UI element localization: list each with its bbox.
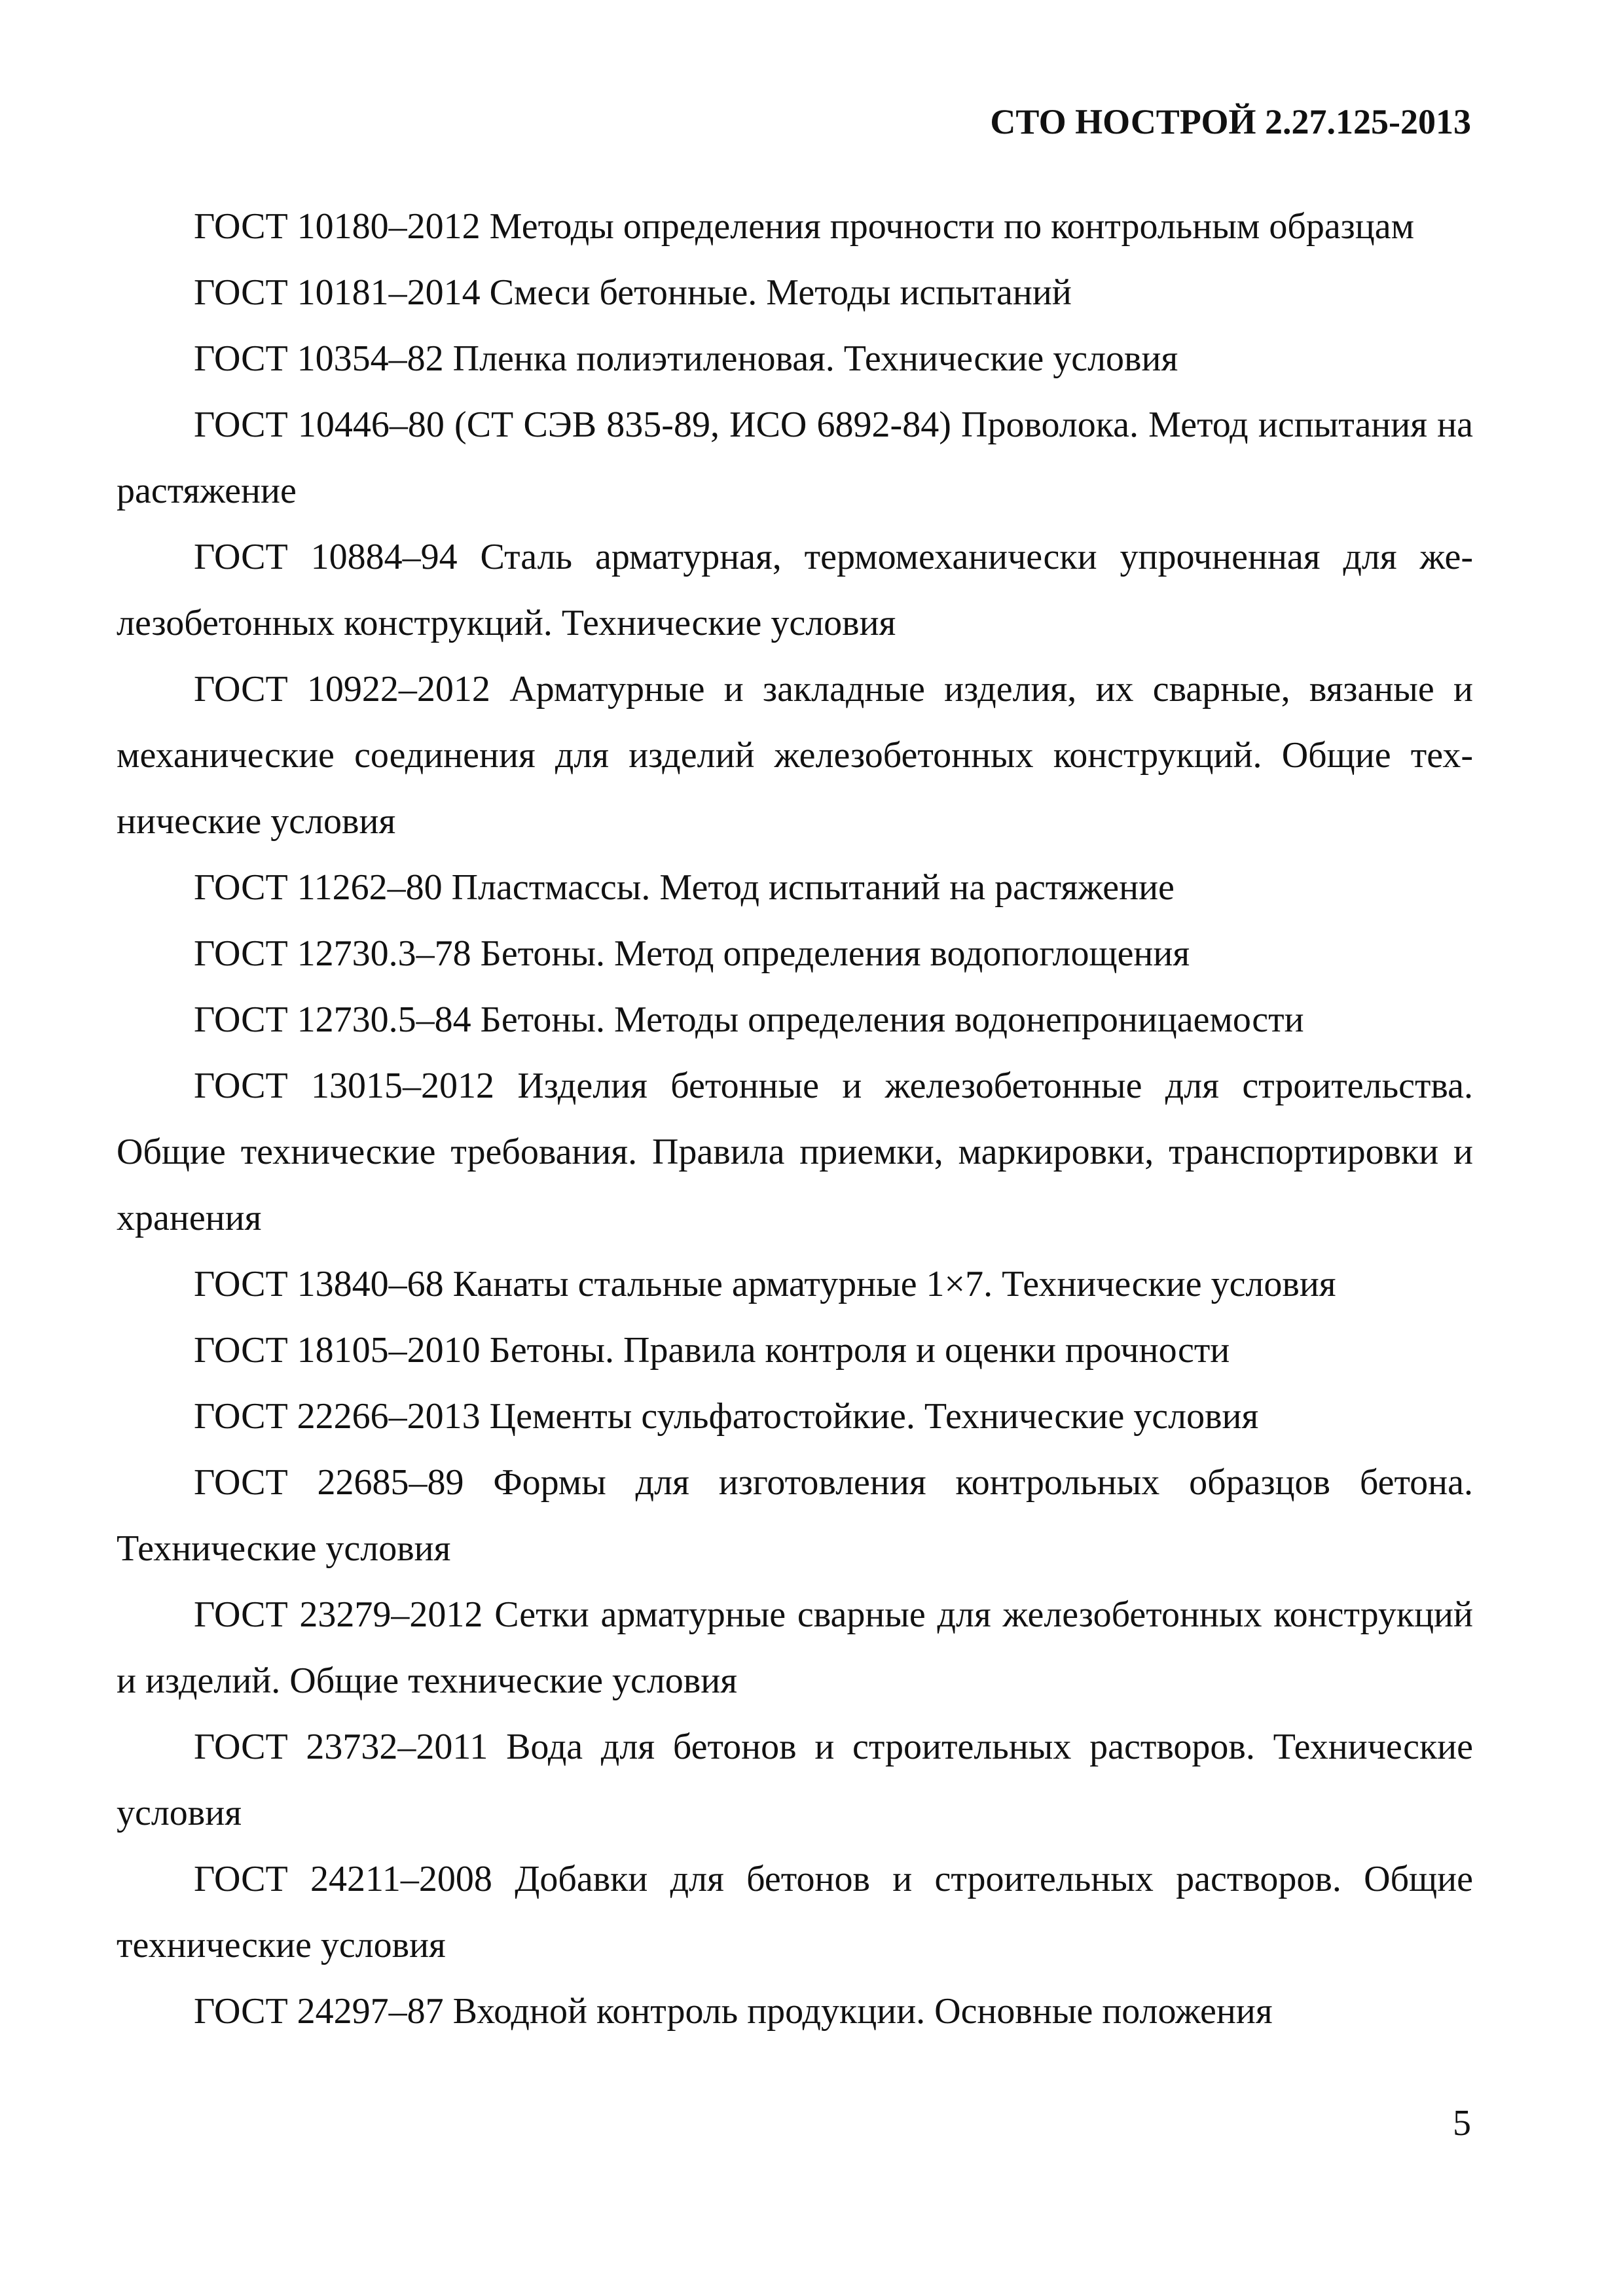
reference-code: ГОСТ 11262–80 [194, 867, 443, 908]
reference-item [117, 1318, 1473, 1384]
reference-title: Канаты стальные арматурные 1×7. Технические условия [452, 1264, 1336, 1304]
reference-code: ГОСТ 13840–68 [194, 1264, 444, 1304]
reference-item [117, 656, 1473, 855]
reference-title: Смеси бетонные. Методы испытаний [489, 272, 1072, 313]
reference-code: ГОСТ 13015–2012 [194, 1066, 494, 1106]
reference-title: Вода для бетонов и строительных растворов. Технические условия [117, 1727, 1473, 1833]
reference-item [117, 1846, 1473, 1979]
reference-code: ГОСТ 23732–2011 [194, 1727, 488, 1767]
reference-title: Сталь арматурная, термомеханически упрочненная для железобетонных конструкций. Технические условия [117, 537, 1474, 643]
reference-code: ГОСТ 12730.5–84 [194, 999, 471, 1040]
reference-code: ГОСТ 12730.3–78 [194, 933, 471, 974]
reference-item [117, 1251, 1473, 1318]
reference-item [117, 260, 1473, 326]
reference-item [117, 326, 1473, 392]
reference-title: Методы определения прочности по контрольным образцам [489, 206, 1415, 247]
reference-title: Бетоны. Методы определения водонепроницаемости [480, 999, 1304, 1040]
reference-title: Формы для изготовления контрольных образцов бетона. Технические условия [117, 1462, 1474, 1569]
reference-item [117, 392, 1473, 524]
reference-code: ГОСТ 24297–87 [194, 1991, 444, 2032]
reference-code: ГОСТ 10884–94 [194, 537, 458, 577]
reference-title: Пленка полиэтиленовая. Технические условия [452, 338, 1178, 379]
page-number: 5 [1453, 2103, 1471, 2144]
reference-title: Входной контроль продукции. Основные положения [452, 1991, 1273, 2032]
reference-code: ГОСТ 10922–2012 [194, 669, 490, 709]
reference-code: ГОСТ 10446–80 [194, 404, 445, 445]
reference-item [117, 1582, 1473, 1714]
reference-item [117, 1979, 1473, 2045]
reference-code: ГОСТ 10181–2014 [194, 272, 481, 313]
reference-title: (СТ СЭВ 835-89, ИСО 6892-84) Проволока. Метод испытания на растяжение [117, 404, 1473, 511]
reference-code: ГОСТ 10354–82 [194, 338, 444, 379]
reference-item [117, 987, 1473, 1053]
reference-title: Бетоны. Правила контроля и оценки прочности [489, 1330, 1230, 1371]
reference-title: Изделия бетонные и железобетонные для строительства. Общие технические требования. Правила приемки, маркировки, транспортировки и хранения [117, 1066, 1473, 1238]
reference-item [117, 1714, 1473, 1846]
reference-code: ГОСТ 22685–89 [194, 1462, 464, 1503]
reference-title: Пластмассы. Метод испытаний на растяжение [451, 867, 1175, 908]
reference-code: ГОСТ 24211–2008 [194, 1859, 492, 1899]
reference-code: ГОСТ 23279–2012 [194, 1594, 483, 1635]
reference-item [117, 1384, 1473, 1450]
reference-title: Сетки арматурные сварные для железобетонных конструкций и изделий. Общие технические условия [117, 1594, 1473, 1701]
reference-item [117, 524, 1473, 656]
reference-title: Цементы сульфатостойкие. Технические условия [489, 1396, 1259, 1437]
normative-references-list [117, 194, 1473, 2045]
reference-item [117, 855, 1473, 921]
reference-item [117, 921, 1473, 987]
reference-item [117, 1450, 1473, 1582]
reference-title: Арматурные и закладные изделия, их сварные, вязаные и механические соединения для изделий железобетонных конструкций. Общие технические условия [117, 669, 1474, 842]
reference-code: ГОСТ 18105–2010 [194, 1330, 481, 1371]
reference-code: ГОСТ 22266–2013 [194, 1396, 481, 1437]
reference-title: Добавки для бетонов и строительных растворов. Общие технические условия [117, 1859, 1473, 1965]
reference-title: Бетоны. Метод определения водопоглощения [480, 933, 1190, 974]
reference-item [117, 194, 1473, 260]
reference-item [117, 1053, 1473, 1251]
document-code-header: СТО НОСТРОЙ 2.27.125-2013 [990, 102, 1471, 141]
reference-code: ГОСТ 10180–2012 [194, 206, 481, 247]
